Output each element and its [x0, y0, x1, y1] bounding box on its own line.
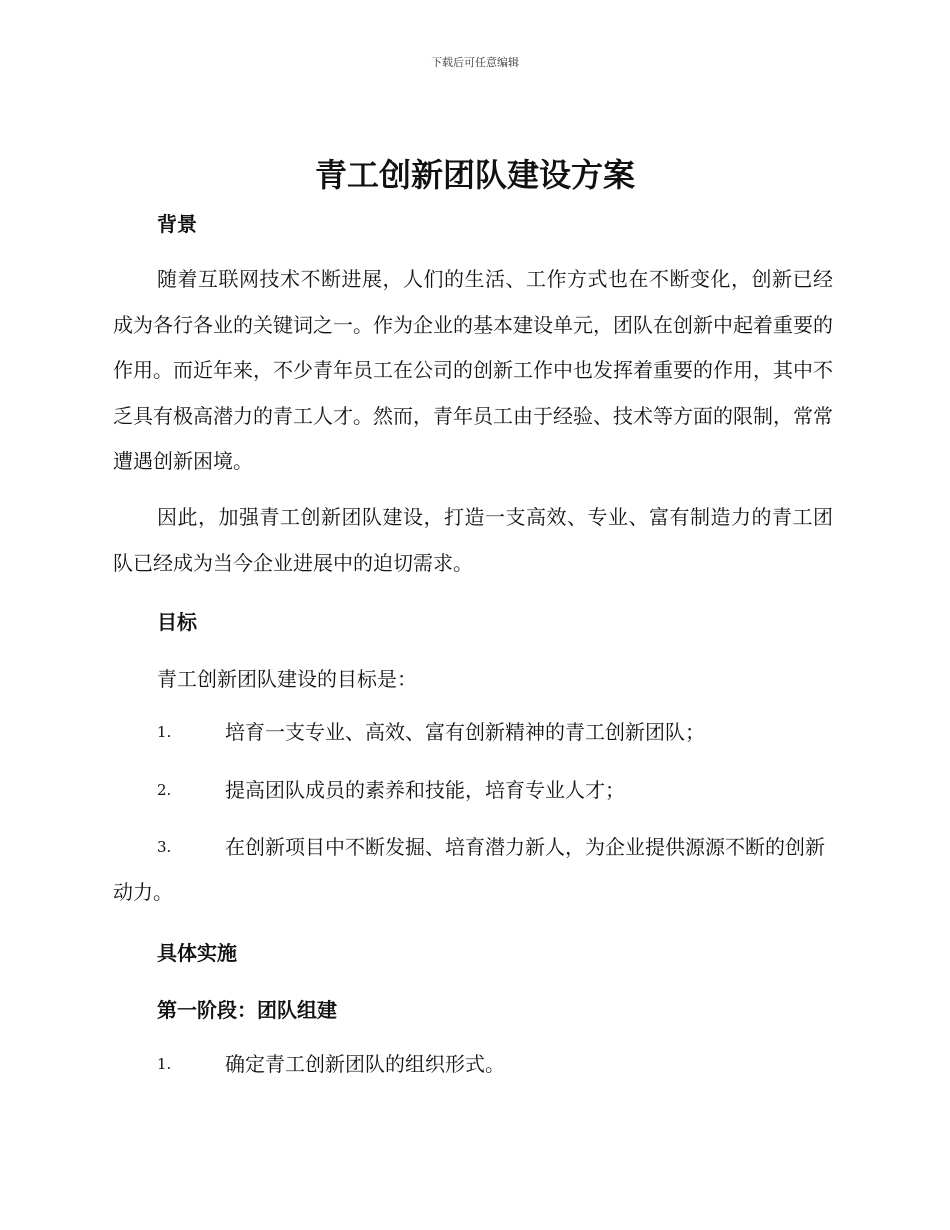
list-text: 确定青工创新团队的组织形式。 — [225, 1052, 505, 1076]
goal-item-1 — [113, 710, 833, 755]
background-paragraph-2: 因此，加强青工创新团队建设，打造一支高效、专业、富有制造力的青工团队已经成为当今企业进展中的迫切需求。 — [113, 505, 833, 575]
document-title: 青工创新团队建设方案 — [314, 156, 635, 194]
list-number: 1. — [157, 1055, 172, 1073]
goals-intro: 青工创新团队建设的目标是： — [157, 667, 417, 691]
header-note: 下载后可任意编辑 — [431, 56, 519, 69]
list-text: 在创新项目中不断发掘、培育潜力新人，为企业提供源源不断的创新动力。 — [113, 835, 825, 904]
background-paragraph-1: 随着互联网技术不断进展，人们的生活、工作方式也在不断变化，创新已经成为各行各业的关键词之一。作为企业的基本建设单元，团队在创新中起着重要的作用。而近年来，不少青年员工在公司的创新工作中也发挥着重要的作用，其中不乏具有极高潜力的青工人才。然而，青年员工由于经验、技术等方面的限制，常常遭遇创新困境。 — [113, 267, 833, 473]
list-number: 3. — [157, 838, 172, 856]
phase1-item-1 — [113, 1042, 833, 1087]
list-number: 1. — [157, 723, 172, 741]
goal-item-3 — [113, 825, 833, 915]
list-text: 培育一支专业、高效、富有创新精神的青工创新团队； — [225, 720, 705, 744]
subsection-heading-phase1: 第一阶段：团队组建 — [157, 998, 337, 1022]
list-number: 2. — [157, 781, 172, 799]
section-heading-implementation: 具体实施 — [157, 941, 237, 965]
list-text: 提高团队成员的素养和技能，培育专业人才； — [225, 778, 625, 802]
section-heading-background: 背景 — [157, 212, 197, 236]
section-heading-goals: 目标 — [157, 610, 197, 634]
goal-item-2 — [113, 768, 833, 813]
